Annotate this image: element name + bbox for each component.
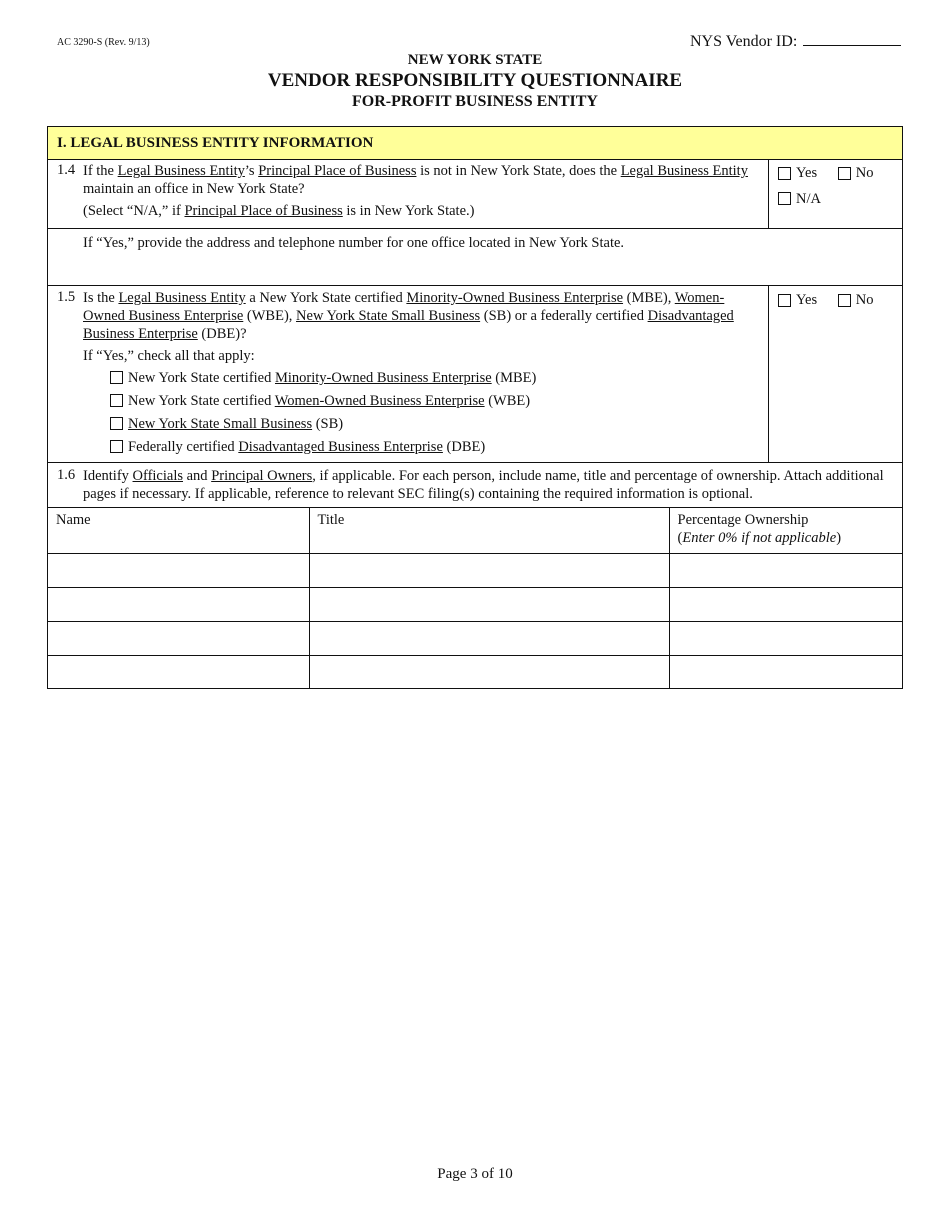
question-1-4 — [48, 160, 902, 229]
checkbox[interactable] — [110, 417, 123, 430]
check-all-instruction: If “Yes,” check all that apply: — [83, 348, 255, 364]
percentage-column-header: Percentage Ownership (Enter 0% if not applicable) — [669, 508, 902, 553]
q14-na-option[interactable]: N/A — [778, 190, 821, 208]
name-cell[interactable] — [48, 553, 309, 587]
question-1-6 — [48, 463, 902, 508]
followup-text: If “Yes,” provide the address and telephone number for one office located in New York State. — [83, 235, 625, 251]
ownership-table — [48, 508, 902, 688]
percentage-cell[interactable] — [669, 621, 902, 655]
sb-option[interactable]: New York State Small Business (SB) — [110, 415, 760, 433]
title-cell[interactable] — [309, 587, 669, 621]
question-1-4-note: (Select “N/A,” if Principal Place of Business is in New York State.) — [83, 203, 475, 219]
table-row — [48, 621, 902, 655]
title-cell[interactable] — [309, 621, 669, 655]
questionnaire-title: VENDOR RESPONSIBILITY QUESTIONNAIRE — [267, 70, 683, 91]
table-row — [48, 587, 902, 621]
checkbox[interactable] — [838, 294, 851, 307]
q14-no-option[interactable]: No — [838, 164, 874, 182]
checkbox[interactable] — [110, 394, 123, 407]
entity-subtitle: FOR-PROFIT BUSINESS ENTITY — [352, 93, 598, 110]
checkbox[interactable] — [778, 192, 791, 205]
checkbox[interactable] — [778, 294, 791, 307]
checkbox[interactable] — [838, 167, 851, 180]
q15-no-option[interactable]: No — [838, 291, 874, 309]
name-column-header: Name — [48, 508, 309, 553]
percentage-cell[interactable] — [669, 655, 902, 688]
percentage-cell[interactable] — [669, 553, 902, 587]
title-cell[interactable] — [309, 553, 669, 587]
vendor-id-field[interactable] — [690, 33, 901, 51]
q15-yes-option[interactable]: Yes — [778, 291, 817, 309]
table-header-row — [48, 508, 902, 553]
section-heading: I. LEGAL BUSINESS ENTITY INFORMATION — [48, 127, 902, 160]
checkbox[interactable] — [110, 440, 123, 453]
mbe-option[interactable]: New York State certified Minority-Owned Business Enterprise (MBE) — [110, 369, 760, 387]
question-number: 1.4 — [57, 162, 76, 178]
dbe-option[interactable]: Federally certified Disadvantaged Business Enterprise (DBE) — [110, 438, 760, 456]
question-1-6-text: Identify Officials and Principal Owners, if applicable. For each person, include name, title and percentage of ownership. Attach additional pages if necessary. If applicable, reference to relevant SEC filing(s) containing the required information is optional. — [83, 468, 884, 502]
question-1-5-text: Is the Legal Business Entity a New York State certified Minority-Owned Business Enterprise (MBE), Women-Owned Business Enterprise (WBE), New York State Small Business (SB) or a federally certified Disadvantaged Business Enterprise (DBE)? — [83, 290, 734, 342]
question-1-5 — [48, 286, 902, 463]
percentage-cell[interactable] — [669, 587, 902, 621]
q14-yes-option[interactable]: Yes — [778, 164, 817, 182]
page-number: Page 3 of 10 — [437, 1166, 513, 1182]
checkbox[interactable] — [778, 167, 791, 180]
vendor-id-label: NYS Vendor ID: — [690, 33, 798, 50]
title-cell[interactable] — [309, 655, 669, 688]
form-id: AC 3290-S (Rev. 9/13) — [57, 37, 150, 48]
questionnaire-form — [47, 126, 903, 689]
name-cell[interactable] — [48, 587, 309, 621]
question-1-4-followup[interactable] — [48, 229, 902, 286]
vendor-id-blank[interactable] — [803, 33, 901, 46]
table-row — [48, 655, 902, 688]
percentage-note: Enter 0% if not applicable — [682, 530, 837, 546]
title-column-header: Title — [309, 508, 669, 553]
name-cell[interactable] — [48, 655, 309, 688]
table-row — [48, 553, 902, 587]
name-cell[interactable] — [48, 621, 309, 655]
state-title: NEW YORK STATE — [407, 52, 543, 68]
wbe-option[interactable]: New York State certified Women-Owned Business Enterprise (WBE) — [110, 392, 760, 410]
question-number: 1.6 — [57, 467, 76, 483]
question-1-4-text: If the Legal Business Entity’s Principal Place of Business is not in New York State, does the Legal Business Entity maintain an office in New York State? — [83, 163, 748, 197]
document-title-block — [0, 51, 950, 111]
question-number: 1.5 — [57, 289, 76, 305]
checkbox[interactable] — [110, 371, 123, 384]
